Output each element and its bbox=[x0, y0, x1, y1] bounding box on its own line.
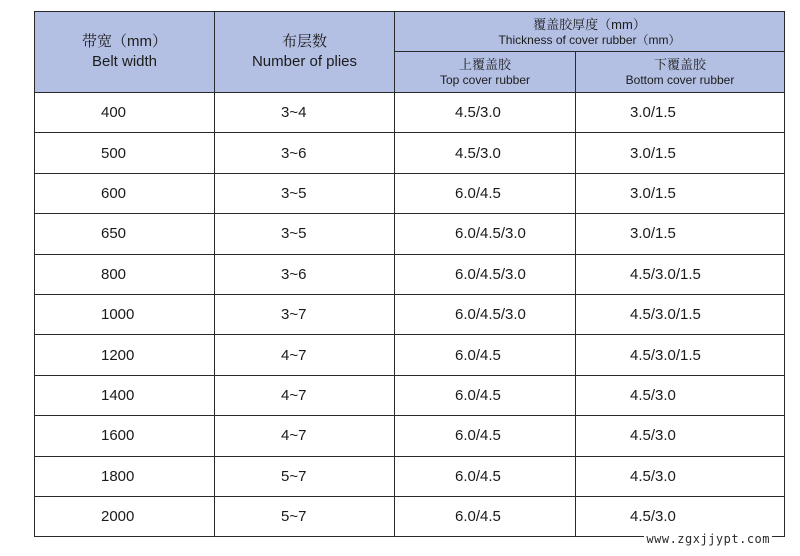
cell-belt-width: 2000 bbox=[35, 496, 215, 536]
cell-top-cover: 6.0/4.5/3.0 bbox=[395, 254, 576, 294]
table-row bbox=[35, 496, 785, 536]
table-row bbox=[35, 93, 785, 133]
cell-belt-width: 800 bbox=[35, 254, 215, 294]
table-row bbox=[35, 294, 785, 334]
cell-bottom-cover: 4.5/3.0 bbox=[576, 456, 785, 496]
table-row bbox=[35, 133, 785, 173]
header-plies bbox=[215, 12, 395, 93]
header-plies-cn: 布层数 bbox=[281, 33, 327, 50]
cell-top-cover: 4.5/3.0 bbox=[395, 93, 576, 133]
header-top-cover bbox=[395, 52, 576, 93]
cell-belt-width: 650 bbox=[35, 214, 215, 254]
cell-plies: 4~7 bbox=[215, 335, 395, 375]
cell-plies: 3~6 bbox=[215, 254, 395, 294]
cell-plies: 3~6 bbox=[215, 133, 395, 173]
cell-top-cover: 6.0/4.5 bbox=[395, 375, 576, 415]
cell-bottom-cover: 4.5/3.0 bbox=[576, 496, 785, 536]
cell-belt-width: 600 bbox=[35, 173, 215, 213]
header-top-cover-en: Top cover rubber bbox=[439, 73, 531, 87]
cell-top-cover: 4.5/3.0 bbox=[395, 133, 576, 173]
cell-plies: 3~5 bbox=[215, 173, 395, 213]
table-header-row bbox=[35, 12, 785, 52]
cell-plies: 4~7 bbox=[215, 416, 395, 456]
cell-belt-width: 1400 bbox=[35, 375, 215, 415]
cell-top-cover: 6.0/4.5 bbox=[395, 416, 576, 456]
cell-belt-width: 500 bbox=[35, 133, 215, 173]
header-thickness-cn: 覆盖胶厚度（mm） bbox=[533, 16, 646, 32]
cell-bottom-cover: 3.0/1.5 bbox=[576, 214, 785, 254]
table-row bbox=[35, 375, 785, 415]
cell-bottom-cover: 4.5/3.0 bbox=[576, 375, 785, 415]
cell-top-cover: 6.0/4.5 bbox=[395, 173, 576, 213]
table-row bbox=[35, 335, 785, 375]
cell-belt-width: 1200 bbox=[35, 335, 215, 375]
cell-plies: 3~4 bbox=[215, 93, 395, 133]
watermark-url: www.zgxjjypt.com bbox=[646, 532, 770, 546]
cell-bottom-cover: 3.0/1.5 bbox=[576, 173, 785, 213]
table-row bbox=[35, 214, 785, 254]
cell-plies: 4~7 bbox=[215, 375, 395, 415]
header-bottom-cover bbox=[576, 52, 785, 93]
cell-top-cover: 6.0/4.5 bbox=[395, 456, 576, 496]
cell-bottom-cover: 3.0/1.5 bbox=[576, 93, 785, 133]
cell-plies: 3~7 bbox=[215, 294, 395, 334]
cell-belt-width: 1800 bbox=[35, 456, 215, 496]
cell-bottom-cover: 4.5/3.0/1.5 bbox=[576, 254, 785, 294]
table-row bbox=[35, 173, 785, 213]
cell-bottom-cover: 4.5/3.0/1.5 bbox=[576, 335, 785, 375]
header-bottom-cover-cn: 下覆盖胶 bbox=[653, 57, 706, 72]
cell-top-cover: 6.0/4.5 bbox=[395, 335, 576, 375]
header-thickness bbox=[395, 12, 785, 52]
header-top-cover-cn: 上覆盖胶 bbox=[458, 57, 511, 72]
cell-plies: 5~7 bbox=[215, 456, 395, 496]
cell-top-cover: 6.0/4.5 bbox=[395, 496, 576, 536]
cell-top-cover: 6.0/4.5/3.0 bbox=[395, 214, 576, 254]
cell-plies: 5~7 bbox=[215, 496, 395, 536]
header-thickness-en: Thickness of cover rubber（mm） bbox=[498, 32, 681, 47]
header-bottom-cover-en: Bottom cover rubber bbox=[625, 73, 735, 87]
cell-belt-width: 1600 bbox=[35, 416, 215, 456]
cell-plies: 3~5 bbox=[215, 214, 395, 254]
conveyor-belt-spec-table bbox=[34, 11, 785, 537]
cell-belt-width: 1000 bbox=[35, 294, 215, 334]
header-belt-width bbox=[35, 12, 215, 93]
cell-belt-width: 400 bbox=[35, 93, 215, 133]
header-belt-width-cn: 带宽（mm） bbox=[82, 33, 167, 50]
cell-bottom-cover: 4.5/3.0/1.5 bbox=[576, 294, 785, 334]
header-plies-en: Number of plies bbox=[251, 53, 358, 70]
table-row bbox=[35, 456, 785, 496]
table-row bbox=[35, 254, 785, 294]
cell-bottom-cover: 4.5/3.0 bbox=[576, 416, 785, 456]
cell-bottom-cover: 3.0/1.5 bbox=[576, 133, 785, 173]
table-row bbox=[35, 416, 785, 456]
header-belt-width-en: Belt width bbox=[91, 53, 158, 70]
cell-top-cover: 6.0/4.5/3.0 bbox=[395, 294, 576, 334]
